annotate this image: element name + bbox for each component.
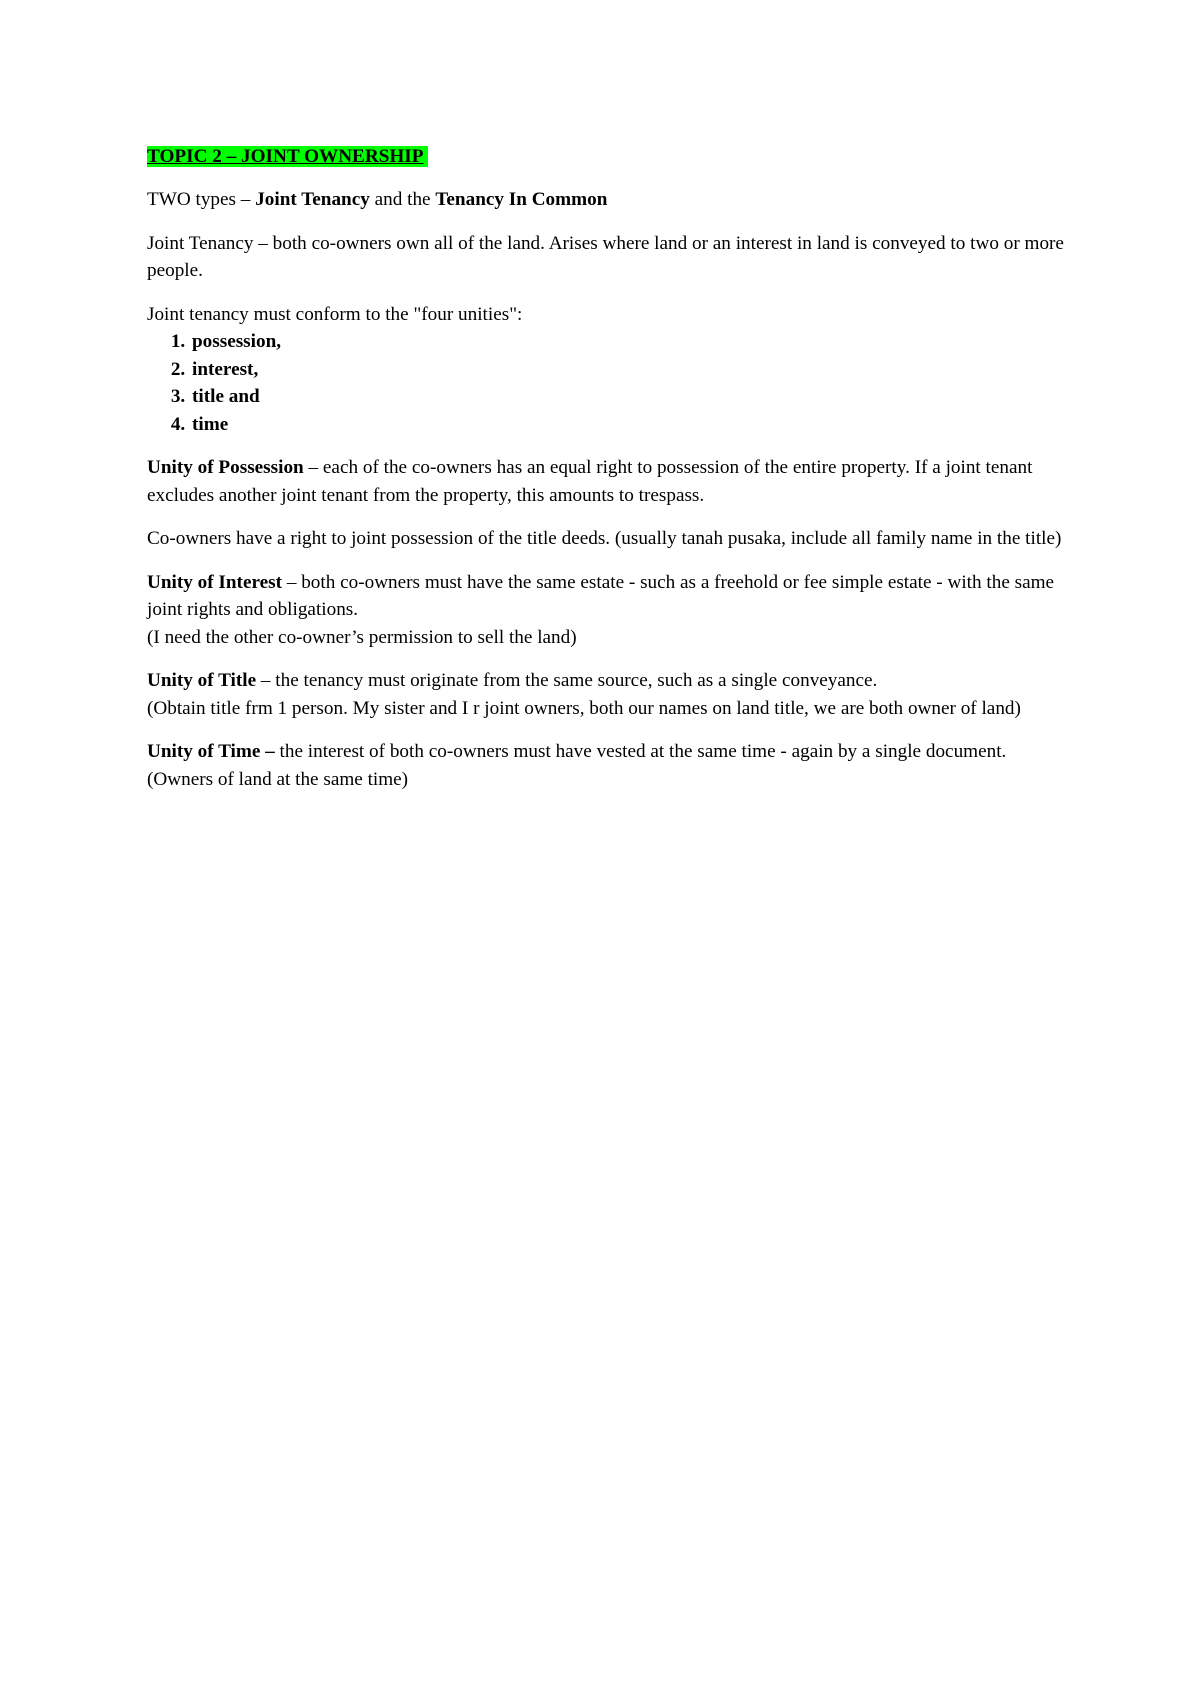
unity-of-interest-paragraph bbox=[147, 569, 1067, 652]
unity-of-interest-text: – both co-owners must have the same estate - such as a freehold or fee simple estate - with the same joint rights and obligations. bbox=[147, 571, 1055, 620]
unity-of-title-text: – the tenancy must originate from the same source, such as a single conveyance. bbox=[256, 670, 878, 691]
unity-of-time-term bbox=[147, 741, 275, 762]
type-joint-tenancy: Joint Tenancy bbox=[255, 189, 370, 210]
type-tenancy-in-common: Tenancy In Common bbox=[435, 189, 608, 210]
list-item: 1. possession, bbox=[190, 328, 1067, 356]
unity-of-time-dash: – bbox=[260, 741, 275, 762]
document-page bbox=[147, 142, 1067, 809]
intro-prefix: TWO types – bbox=[147, 189, 256, 210]
list-item: 2. interest, bbox=[190, 356, 1067, 384]
joint-tenancy-paragraph: Joint Tenancy – both co-owners own all of the land. Arises where land or an interest in land is conveyed to two or more people. bbox=[147, 232, 1064, 281]
unity-of-title-note: (Obtain title frm 1 person. My sister and I r joint owners, both our names on land title, we are both owner of land) bbox=[147, 697, 1021, 719]
unity-of-title-paragraph bbox=[147, 667, 1067, 722]
intro-paragraph bbox=[147, 186, 1067, 214]
unity-of-possession-paragraph bbox=[147, 454, 1067, 509]
unity-of-time-term-text: Unity of Time bbox=[147, 741, 261, 762]
list-item: 4. time bbox=[190, 411, 1067, 439]
intro-joiner: and the bbox=[369, 189, 436, 210]
unities-list bbox=[147, 328, 1067, 438]
unity-of-time-text: the interest of both co-owners must have vested at the same time - again by a single document. bbox=[274, 741, 1007, 762]
unity-of-time-note: (Owners of land at the same time) bbox=[147, 768, 409, 790]
unity-of-interest-note: (I need the other co-owner’s permission to sell the land) bbox=[147, 626, 577, 648]
unity-of-possession-text: – each of the co-owners has an equal right to possession of the entire property. If a joint tenant excludes another joint tenant from the property, this amounts to trespass. bbox=[147, 457, 1033, 506]
unity-of-time-paragraph bbox=[147, 738, 1067, 793]
coowners-note-paragraph: Co-owners have a right to joint possession of the title deeds. (usually tanah pusaka, include all family name in the title) bbox=[147, 528, 1062, 549]
document-title bbox=[147, 142, 1067, 172]
four-unities-intro: Joint tenancy must conform to the "four unities": bbox=[147, 303, 523, 325]
highlighted-title: TOPIC 2 – JOINT OWNERSHIP bbox=[147, 146, 428, 167]
list-item: 3. title and bbox=[190, 383, 1067, 411]
unity-of-title-term: Unity of Title bbox=[147, 670, 257, 691]
unity-of-possession-term: Unity of Possession bbox=[147, 457, 304, 478]
unity-of-interest-term: Unity of Interest bbox=[147, 571, 283, 593]
